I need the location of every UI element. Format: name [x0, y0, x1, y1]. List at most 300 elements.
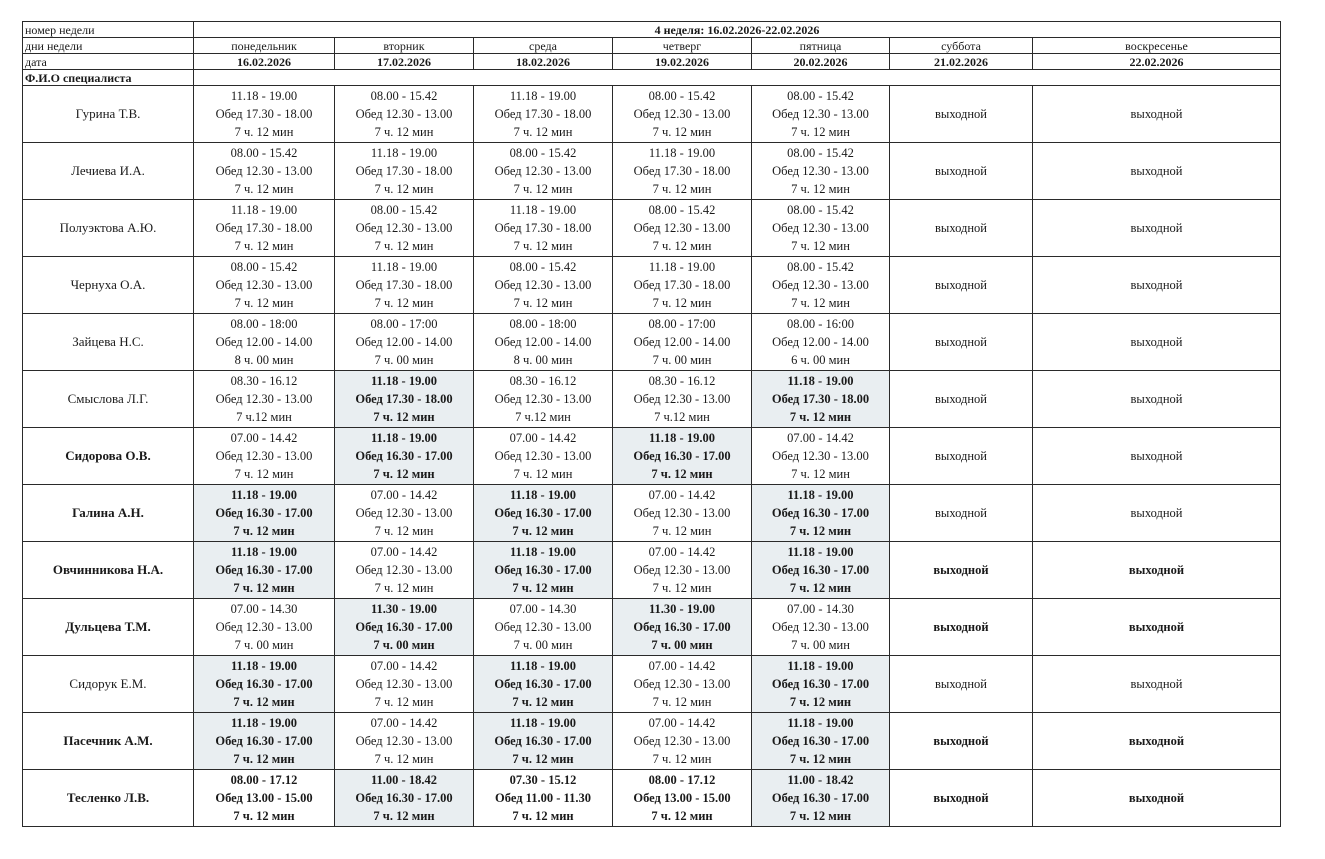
shift-cell: [335, 599, 474, 656]
shift-time: 08.00 - 17.12: [648, 773, 716, 787]
shift-cell: [613, 485, 752, 542]
shift-lunch: Обед 17.30 - 18.00: [494, 221, 592, 235]
shift-time: 11.00 - 18.42: [787, 773, 854, 787]
saturday-off: выходной: [890, 314, 1033, 371]
shift-lunch: Обед 17.30 - 18.00: [494, 107, 592, 121]
shift-time: 11.18 - 19.00: [231, 545, 297, 559]
shift-dur: 7 ч. 12 мин: [512, 752, 574, 766]
shift-time: 08.00 - 15.42: [509, 260, 577, 274]
shift-time: 11.18 - 19.00: [787, 659, 854, 673]
shift-time: 11.18 - 19.00: [787, 545, 854, 559]
shift-lunch: Обед 12.30 - 13.00: [772, 164, 869, 178]
shift-time: 08.00 - 15.42: [370, 203, 438, 217]
shift-cell: [194, 485, 335, 542]
shift-lunch: Обед 16.30 - 17.00: [771, 734, 870, 748]
shift-cell: [613, 542, 752, 599]
employee-row: [23, 257, 1281, 314]
shift-lunch: Обед 16.30 - 17.00: [494, 734, 592, 748]
saturday-off: выходной: [890, 143, 1033, 200]
sunday-off: выходной: [1033, 485, 1281, 542]
shift-dur: 7 ч. 00 мин: [513, 638, 573, 652]
shift-time: 11.18 - 19.00: [509, 203, 577, 217]
shift-lunch: Обед 12.30 - 13.00: [633, 734, 731, 748]
shift-lunch: Обед 16.30 - 17.00: [355, 620, 453, 634]
shift-lunch: Обед 11.00 - 11.30: [495, 791, 591, 805]
fio-spacer: [194, 70, 1281, 86]
employee-row: [23, 599, 1281, 656]
shift-cell: [474, 86, 613, 143]
shift-dur: 7 ч. 12 мин: [234, 467, 294, 481]
shift-cell: [194, 200, 335, 257]
shift-lunch: Обед 16.30 - 17.00: [215, 677, 313, 691]
shift-dur: 7 ч. 12 мин: [652, 296, 712, 310]
day-date: 17.02.2026: [335, 54, 474, 70]
shift-lunch: Обед 12.30 - 13.00: [633, 221, 731, 235]
shift-cell: [613, 200, 752, 257]
saturday-off: выходной: [890, 371, 1033, 428]
shift-time: 11.18 - 19.00: [231, 659, 297, 673]
shift-time: 08.30 - 16.12: [509, 374, 577, 388]
shift-cell: [474, 656, 613, 713]
employee-row: [23, 428, 1281, 485]
shift-dur: 7 ч. 12 мин: [374, 581, 434, 595]
shift-time: 11.18 - 19.00: [509, 89, 577, 103]
shift-time: 11.18 - 19.00: [787, 374, 854, 388]
shift-dur: 7 ч. 12 мин: [373, 467, 435, 481]
employee-row: [23, 200, 1281, 257]
day-name: пятница: [752, 38, 890, 54]
shift-time: 08.00 - 15.42: [509, 146, 577, 160]
employee-name: Сидорук Е.М.: [23, 656, 194, 713]
shift-dur: 8 ч. 00 мин: [513, 353, 573, 367]
shift-cell: [335, 713, 474, 770]
shift-dur: 7 ч. 12 мин: [233, 581, 295, 595]
saturday-off: выходной: [890, 428, 1033, 485]
employee-name: Овчинникова Н.А.: [23, 542, 194, 599]
shift-cell: [613, 656, 752, 713]
employee-name: Сидорова О.В.: [23, 428, 194, 485]
saturday-off: выходной: [890, 542, 1033, 599]
employee-row: [23, 656, 1281, 713]
shift-lunch: Обед 16.30 - 17.00: [215, 563, 313, 577]
shift-dur: 7 ч. 12 мин: [791, 296, 850, 310]
shift-cell: [335, 371, 474, 428]
shift-dur: 7 ч. 12 мин: [233, 524, 295, 538]
employee-name: Дульцева Т.М.: [23, 599, 194, 656]
shift-cell: [194, 542, 335, 599]
shift-cell: [335, 542, 474, 599]
shift-dur: 7 ч.12 мин: [654, 410, 710, 424]
sunday-off: выходной: [1033, 542, 1281, 599]
shift-time: 11.18 - 19.00: [510, 488, 576, 502]
sunday-off: выходной: [1033, 371, 1281, 428]
employee-row: [23, 485, 1281, 542]
shift-time: 08.00 - 15.42: [230, 260, 298, 274]
sunday-off: выходной: [1033, 713, 1281, 770]
shift-time: 07.00 - 14.42: [370, 659, 438, 673]
shift-lunch: Обед 12.30 - 13.00: [215, 278, 313, 292]
saturday-off: выходной: [890, 713, 1033, 770]
saturday-off: выходной: [890, 485, 1033, 542]
shift-cell: [752, 770, 890, 827]
shift-time: 11.18 - 19.00: [231, 716, 297, 730]
shift-dur: 7 ч. 12 мин: [651, 809, 713, 823]
shift-lunch: Обед 12.30 - 13.00: [355, 506, 453, 520]
shift-cell: [194, 86, 335, 143]
shift-cell: [335, 770, 474, 827]
shift-lunch: Обед 12.30 - 13.00: [633, 563, 731, 577]
shift-lunch: Обед 16.30 - 17.00: [494, 506, 592, 520]
shift-cell: [194, 314, 335, 371]
day-date: 22.02.2026: [1033, 54, 1281, 70]
shift-time: 08.30 - 16.12: [230, 374, 298, 388]
shift-cell: [335, 257, 474, 314]
shift-dur: 7 ч. 12 мин: [513, 467, 573, 481]
shift-cell: [613, 599, 752, 656]
shift-cell: [752, 599, 890, 656]
shift-cell: [752, 371, 890, 428]
shift-cell: [194, 428, 335, 485]
employee-name: Тесленко Л.В.: [23, 770, 194, 827]
days-row: [23, 38, 1281, 54]
shift-lunch: Обед 12.30 - 13.00: [494, 164, 592, 178]
shift-lunch: Обед 12.30 - 13.00: [355, 677, 453, 691]
shift-dur: 7 ч. 12 мин: [374, 752, 434, 766]
shift-dur: 7 ч. 12 мин: [374, 125, 434, 139]
shift-lunch: Обед 12.30 - 13.00: [772, 107, 869, 121]
shift-dur: 7 ч. 12 мин: [234, 125, 294, 139]
shift-dur: 7 ч. 00 мин: [652, 353, 712, 367]
shift-time: 11.18 - 19.00: [648, 260, 716, 274]
shift-lunch: Обед 12.30 - 13.00: [633, 392, 731, 406]
shift-cell: [335, 200, 474, 257]
sunday-off: выходной: [1033, 86, 1281, 143]
shift-dur: 7 ч. 12 мин: [652, 752, 712, 766]
shift-cell: [474, 257, 613, 314]
shift-cell: [752, 542, 890, 599]
shift-lunch: Обед 12.30 - 13.00: [633, 107, 731, 121]
shift-time: 11.18 - 19.00: [230, 89, 298, 103]
shift-dur: 7 ч. 12 мин: [513, 182, 573, 196]
shift-lunch: Обед 12.30 - 13.00: [215, 620, 313, 634]
shift-dur: 7 ч. 00 мин: [374, 353, 434, 367]
shift-cell: [474, 599, 613, 656]
schedule-table: [22, 21, 1281, 827]
shift-lunch: Обед 17.30 - 18.00: [355, 392, 453, 406]
shift-dur: 7 ч. 12 мин: [789, 752, 852, 766]
shift-cell: [335, 314, 474, 371]
shift-dur: 7 ч. 12 мин: [512, 809, 574, 823]
sunday-off: выходной: [1033, 257, 1281, 314]
sunday-off: выходной: [1033, 314, 1281, 371]
shift-cell: [752, 257, 890, 314]
shift-cell: [752, 713, 890, 770]
shift-lunch: Обед 12.30 - 13.00: [494, 278, 592, 292]
shift-time: 11.18 - 19.00: [510, 545, 576, 559]
shift-time: 07.00 - 14.42: [370, 716, 438, 730]
shift-lunch: Обед 12.30 - 13.00: [494, 620, 592, 634]
shift-time: 07.00 - 14.42: [648, 659, 716, 673]
saturday-off: выходной: [890, 770, 1033, 827]
shift-dur: 7 ч. 12 мин: [234, 239, 294, 253]
shift-cell: [613, 86, 752, 143]
shift-dur: 7 ч. 12 мин: [374, 695, 434, 709]
shift-time: 07.30 - 15.12: [509, 773, 577, 787]
shift-time: 07.00 - 14.42: [648, 545, 716, 559]
shift-lunch: Обед 12.30 - 13.00: [215, 449, 313, 463]
shift-dur: 7 ч. 00 мин: [791, 638, 850, 652]
sunday-off: выходной: [1033, 656, 1281, 713]
shift-lunch: Обед 12.30 - 13.00: [772, 620, 869, 634]
employee-name: Галина А.Н.: [23, 485, 194, 542]
shift-cell: [752, 485, 890, 542]
sunday-off: выходной: [1033, 770, 1281, 827]
shift-lunch: Обед 12.30 - 13.00: [772, 221, 869, 235]
shift-lunch: Обед 16.30 - 17.00: [771, 677, 870, 691]
shift-lunch: Обед 12.30 - 13.00: [633, 677, 731, 691]
shift-time: 11.18 - 19.00: [370, 260, 438, 274]
shift-cell: [335, 485, 474, 542]
shift-lunch: Обед 17.30 - 18.00: [771, 392, 870, 406]
shift-dur: 7 ч. 12 мин: [789, 809, 852, 823]
shift-dur: 7 ч. 12 мин: [789, 581, 852, 595]
employee-name: Лечиева И.А.: [23, 143, 194, 200]
shift-cell: [752, 656, 890, 713]
shift-time: 11.18 - 19.00: [371, 431, 437, 445]
shift-time: 07.00 - 14.42: [230, 431, 298, 445]
shift-lunch: Обед 12.00 - 14.00: [215, 335, 313, 349]
shift-cell: [474, 542, 613, 599]
sunday-off: выходной: [1033, 599, 1281, 656]
employee-row: [23, 713, 1281, 770]
shift-time: 11.18 - 19.00: [649, 431, 715, 445]
date-row: [23, 54, 1281, 70]
shift-dur: 7 ч. 12 мин: [373, 410, 435, 424]
shift-time: 08.00 - 18:00: [230, 317, 298, 331]
shift-dur: 7 ч. 12 мин: [652, 695, 712, 709]
shift-lunch: Обед 12.00 - 14.00: [633, 335, 731, 349]
shift-time: 11.18 - 19.00: [231, 488, 297, 502]
shift-dur: 7 ч.12 мин: [236, 410, 292, 424]
employee-name: Зайцева Н.С.: [23, 314, 194, 371]
shift-dur: 7 ч. 00 мин: [234, 638, 294, 652]
shift-cell: [613, 713, 752, 770]
employee-name: Гурина Т.В.: [23, 86, 194, 143]
day-name: четверг: [613, 38, 752, 54]
saturday-off: выходной: [890, 86, 1033, 143]
shift-cell: [474, 485, 613, 542]
shift-dur: 7 ч. 12 мин: [373, 809, 435, 823]
shift-cell: [474, 314, 613, 371]
day-name: понедельник: [194, 38, 335, 54]
shift-cell: [194, 371, 335, 428]
shift-lunch: Обед 12.30 - 13.00: [494, 449, 592, 463]
shift-dur: 7 ч. 12 мин: [513, 125, 573, 139]
shift-lunch: Обед 12.30 - 13.00: [772, 449, 869, 463]
shift-cell: [752, 428, 890, 485]
shift-time: 08.00 - 15.42: [787, 89, 854, 103]
date-label: дата: [23, 54, 194, 70]
day-name: среда: [474, 38, 613, 54]
employee-row: [23, 770, 1281, 827]
shift-lunch: Обед 17.30 - 18.00: [215, 221, 313, 235]
shift-time: 11.18 - 19.00: [230, 203, 298, 217]
shift-lunch: Обед 12.30 - 13.00: [355, 107, 453, 121]
shift-cell: [194, 656, 335, 713]
day-date: 18.02.2026: [474, 54, 613, 70]
shift-time: 11.18 - 19.00: [510, 716, 576, 730]
day-name: воскресенье: [1033, 38, 1281, 54]
shift-time: 08.00 - 15.42: [787, 260, 854, 274]
shift-lunch: Обед 16.30 - 17.00: [771, 506, 870, 520]
shift-dur: 7 ч. 12 мин: [512, 581, 574, 595]
shift-dur: 7 ч. 12 мин: [652, 239, 712, 253]
shift-lunch: Обед 12.30 - 13.00: [215, 164, 313, 178]
employee-name: Смыслова Л.Г.: [23, 371, 194, 428]
days-label: дни недели: [23, 38, 194, 54]
shift-lunch: Обед 12.30 - 13.00: [355, 221, 453, 235]
shift-dur: 7 ч. 12 мин: [512, 524, 574, 538]
shift-lunch: Обед 17.30 - 18.00: [633, 278, 731, 292]
shift-lunch: Обед 16.30 - 17.00: [494, 677, 592, 691]
shift-cell: [752, 200, 890, 257]
shift-time: 08.00 - 18:00: [509, 317, 577, 331]
shift-time: 08.00 - 15.42: [648, 89, 716, 103]
shift-cell: [752, 86, 890, 143]
sunday-off: выходной: [1033, 428, 1281, 485]
shift-time: 08.00 - 15.42: [648, 203, 716, 217]
shift-cell: [613, 371, 752, 428]
shift-lunch: Обед 16.30 - 17.00: [771, 563, 870, 577]
employee-row: [23, 371, 1281, 428]
saturday-off: выходной: [890, 257, 1033, 314]
shift-dur: 7 ч. 00 мин: [651, 638, 713, 652]
shift-time: 11.18 - 19.00: [787, 488, 854, 502]
employee-row: [23, 143, 1281, 200]
week-row: [23, 22, 1281, 38]
shift-cell: [613, 314, 752, 371]
shift-time: 08.00 - 16:00: [786, 317, 854, 331]
shift-lunch: Обед 13.00 - 15.00: [633, 791, 731, 805]
saturday-off: выходной: [890, 656, 1033, 713]
day-date: 21.02.2026: [890, 54, 1033, 70]
shift-cell: [474, 713, 613, 770]
shift-time: 08.00 - 15.42: [787, 146, 854, 160]
employee-name: Чернуха О.А.: [23, 257, 194, 314]
shift-dur: 7 ч. 12 мин: [374, 296, 434, 310]
shift-cell: [194, 770, 335, 827]
shift-dur: 7 ч. 12 мин: [374, 524, 434, 538]
shift-dur: 7 ч. 12 мин: [791, 239, 850, 253]
sunday-off: выходной: [1033, 200, 1281, 257]
shift-cell: [335, 656, 474, 713]
shift-time: 08.00 - 17:00: [648, 317, 716, 331]
employee-name: Пасечник А.М.: [23, 713, 194, 770]
shift-dur: 6 ч. 00 мин: [791, 353, 850, 367]
shift-lunch: Обед 12.30 - 13.00: [633, 506, 731, 520]
shift-dur: 7 ч.12 мин: [515, 410, 571, 424]
shift-lunch: Обед 16.30 - 17.00: [355, 791, 453, 805]
shift-lunch: Обед 12.00 - 14.00: [494, 335, 592, 349]
shift-time: 07.00 - 14.30: [787, 602, 854, 616]
shift-time: 07.00 - 14.42: [370, 488, 438, 502]
shift-dur: 7 ч. 12 мин: [652, 182, 712, 196]
shift-cell: [613, 143, 752, 200]
shift-dur: 7 ч. 12 мин: [652, 581, 712, 595]
shift-cell: [613, 428, 752, 485]
shift-dur: 7 ч. 12 мин: [789, 524, 852, 538]
day-date: 20.02.2026: [752, 54, 890, 70]
shift-dur: 7 ч. 00 мин: [373, 638, 435, 652]
shift-lunch: Обед 16.30 - 17.00: [215, 506, 313, 520]
saturday-off: выходной: [890, 599, 1033, 656]
shift-dur: 7 ч. 12 мин: [234, 182, 294, 196]
shift-cell: [474, 200, 613, 257]
shift-lunch: Обед 17.30 - 18.00: [215, 107, 313, 121]
shift-dur: 7 ч. 12 мин: [789, 410, 852, 424]
shift-time: 11.18 - 19.00: [371, 374, 437, 388]
shift-cell: [194, 257, 335, 314]
shift-lunch: Обед 12.30 - 13.00: [494, 392, 592, 406]
shift-dur: 7 ч. 12 мин: [789, 695, 852, 709]
shift-time: 11.00 - 18.42: [371, 773, 437, 787]
employee-row: [23, 542, 1281, 599]
shift-time: 07.00 - 14.42: [787, 431, 854, 445]
shift-lunch: Обед 16.30 - 17.00: [215, 734, 313, 748]
shift-time: 11.18 - 19.00: [648, 146, 716, 160]
shift-time: 08.00 - 15.42: [787, 203, 854, 217]
shift-dur: 7 ч. 12 мин: [233, 752, 295, 766]
shift-time: 11.30 - 19.00: [649, 602, 715, 616]
shift-time: 07.00 - 14.42: [370, 545, 438, 559]
shift-dur: 7 ч. 12 мин: [512, 695, 574, 709]
shift-dur: 7 ч. 12 мин: [374, 182, 434, 196]
shift-lunch: Обед 17.30 - 18.00: [633, 164, 731, 178]
shift-cell: [613, 770, 752, 827]
shift-lunch: Обед 16.30 - 17.00: [494, 563, 592, 577]
week-value: 4 неделя: 16.02.2026-22.02.2026: [194, 22, 1281, 38]
shift-cell: [194, 143, 335, 200]
shift-time: 11.18 - 19.00: [510, 659, 576, 673]
fio-row: [23, 70, 1281, 86]
shift-lunch: Обед 16.30 - 17.00: [633, 449, 731, 463]
shift-dur: 7 ч. 12 мин: [513, 296, 573, 310]
day-name: суббота: [890, 38, 1033, 54]
day-date: 16.02.2026: [194, 54, 335, 70]
shift-dur: 7 ч. 12 мин: [791, 182, 850, 196]
employee-row: [23, 86, 1281, 143]
shift-cell: [474, 371, 613, 428]
shift-dur: 7 ч. 12 мин: [652, 524, 712, 538]
shift-cell: [335, 143, 474, 200]
shift-dur: 7 ч. 12 мин: [791, 125, 850, 139]
shift-dur: 7 ч. 12 мин: [651, 467, 713, 481]
shift-cell: [194, 599, 335, 656]
week-label: номер недели: [23, 22, 194, 38]
shift-lunch: Обед 12.30 - 13.00: [355, 563, 453, 577]
shift-time: 08.00 - 17.12: [230, 773, 298, 787]
sunday-off: выходной: [1033, 143, 1281, 200]
shift-lunch: Обед 12.00 - 14.00: [355, 335, 453, 349]
shift-time: 07.00 - 14.30: [509, 602, 577, 616]
shift-time: 07.00 - 14.42: [648, 716, 716, 730]
shift-dur: 7 ч. 12 мин: [374, 239, 434, 253]
shift-cell: [474, 770, 613, 827]
shift-lunch: Обед 17.30 - 18.00: [355, 278, 453, 292]
shift-lunch: Обед 12.30 - 13.00: [215, 392, 313, 406]
shift-lunch: Обед 16.30 - 17.00: [771, 791, 870, 805]
shift-time: 11.18 - 19.00: [370, 146, 438, 160]
